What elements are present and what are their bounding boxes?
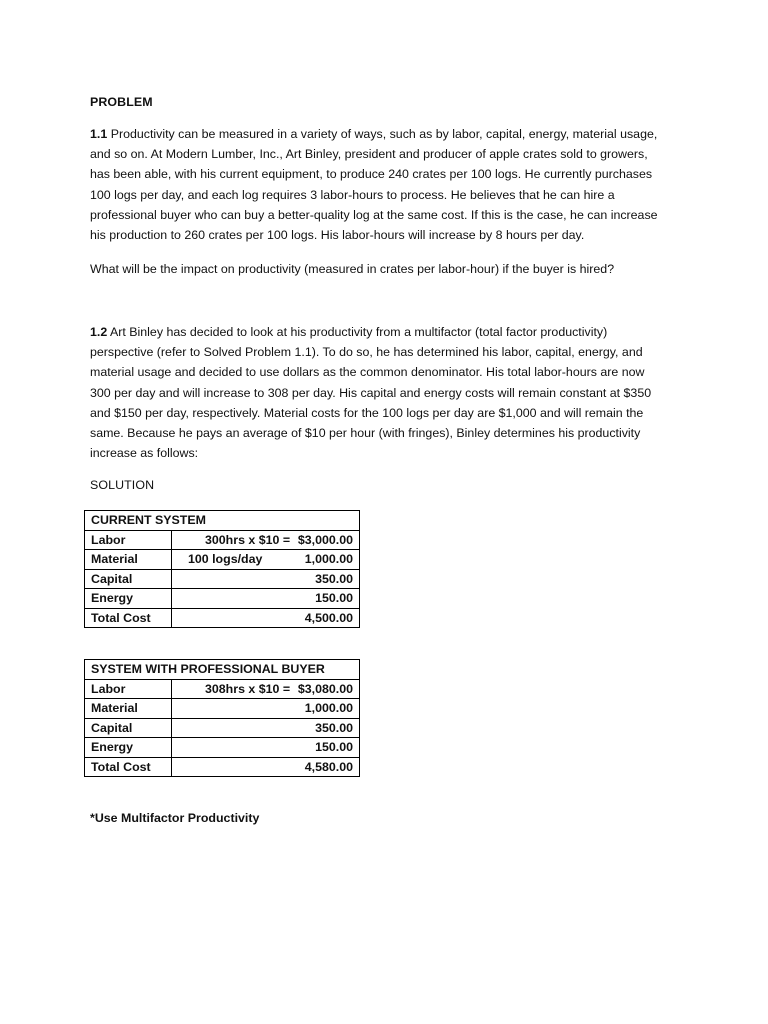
table-row	[85, 530, 360, 550]
table-row	[85, 569, 360, 589]
solution-heading: SOLUTION	[90, 478, 155, 492]
table-row	[85, 757, 360, 777]
cost-label: Material	[85, 550, 172, 570]
table-row	[85, 550, 360, 570]
cost-label: Capital	[85, 718, 172, 738]
cost-amount: $3,080.00	[297, 681, 353, 696]
cost-label: Material	[85, 699, 172, 719]
problem-1-1-line: his production to 260 crates per 100 logs. His labor-hours will increase by 8 hours per day.	[90, 228, 585, 243]
cost-amount: 350.00	[315, 720, 353, 735]
problem-1-2-line: 1.2 Art Binley has decided to look at his productivity from a multifactor (total factor productivity)	[90, 325, 608, 339]
table-header-row	[85, 660, 360, 680]
table-row	[85, 699, 360, 719]
cost-label: Energy	[85, 738, 172, 758]
table-row	[85, 718, 360, 738]
cost-amount: 350.00	[315, 571, 353, 586]
problem-1-1-question: What will be the impact on productivity (measured in crates per labor-hour) if the buyer is hired?	[90, 262, 615, 276]
cost-label: Energy	[85, 589, 172, 609]
table-row	[85, 679, 360, 699]
problem-1-1-paragraph	[90, 124, 680, 245]
cost-label: Labor	[85, 530, 172, 550]
cost-label: Total Cost	[85, 608, 172, 628]
current-system-title: CURRENT SYSTEM	[85, 511, 360, 531]
table-header-row	[85, 511, 360, 531]
problem-1-2-line: increase as follows:	[90, 446, 199, 461]
problem-1-2-paragraph	[90, 322, 680, 463]
problem-1-1-line: 1.1 Productivity can be measured in a variety of ways, such as by labor, capital, energy, material usage,	[90, 127, 658, 141]
problem-1-1-line: has been able, with his current equipment, to produce 240 crates per 100 logs. He currently purchases	[90, 167, 653, 182]
table-row	[85, 738, 360, 758]
cost-amount: 150.00	[315, 740, 353, 755]
footnote: *Use Multifactor Productivity	[90, 811, 260, 825]
problem-1-1-line: and so on. At Modern Lumber, Inc., Art Binley, president and producer of apple crates sold to growers,	[90, 147, 648, 162]
problem-heading: PROBLEM	[90, 95, 153, 109]
cost-amount: 1,000.00	[304, 552, 353, 567]
cost-note: 300hrs x $10 =	[205, 532, 291, 547]
buyer-system-title: SYSTEM WITH PROFESSIONAL BUYER	[85, 660, 360, 680]
problem-1-1-line: 100 logs per day, and each log requires 3 labor-hours to process. He believes that he can hire a	[90, 187, 615, 202]
cost-label: Total Cost	[85, 757, 172, 777]
problem-1-2-line: and $150 per day, respectively. Material costs for the 100 logs per day are $1,000 and will remain the	[90, 405, 644, 420]
cost-label: Labor	[85, 679, 172, 699]
cost-amount: 150.00	[315, 591, 353, 606]
problem-1-2-line: 300 per day and will increase to 308 per day. His capital and energy costs will remain constant at $350	[90, 385, 652, 400]
table-row	[85, 608, 360, 628]
problem-1-2-line: perspective (refer to Solved Problem 1.1). To do so, he has determined his labor, capital, energy, and	[90, 345, 643, 360]
problem-1-2-line: material usage and decided to use dollars as the common denominator. His total labor-hours are now	[90, 365, 645, 380]
cost-amount: 1,000.00	[304, 701, 353, 716]
problem-1-2-number: 1.2	[90, 325, 108, 339]
problem-1-1-number: 1.1	[90, 127, 108, 141]
problem-1-1-line: professional buyer who can buy a better-quality log at the same cost. If this is the case, he can increase	[90, 207, 658, 222]
current-system-table	[84, 510, 360, 628]
cost-note: 308hrs x $10 =	[205, 681, 291, 696]
cost-amount: 4,500.00	[304, 610, 353, 625]
cost-label: Capital	[85, 569, 172, 589]
cost-amount: $3,000.00	[297, 532, 353, 547]
cost-note: 100 logs/day	[188, 552, 263, 567]
buyer-system-table	[84, 659, 360, 777]
table-row	[85, 589, 360, 609]
cost-amount: 4,580.00	[304, 759, 353, 774]
problem-1-2-line: same. Because he pays an average of $10 per hour (with fringes), Binley determines his productivity	[90, 426, 641, 441]
